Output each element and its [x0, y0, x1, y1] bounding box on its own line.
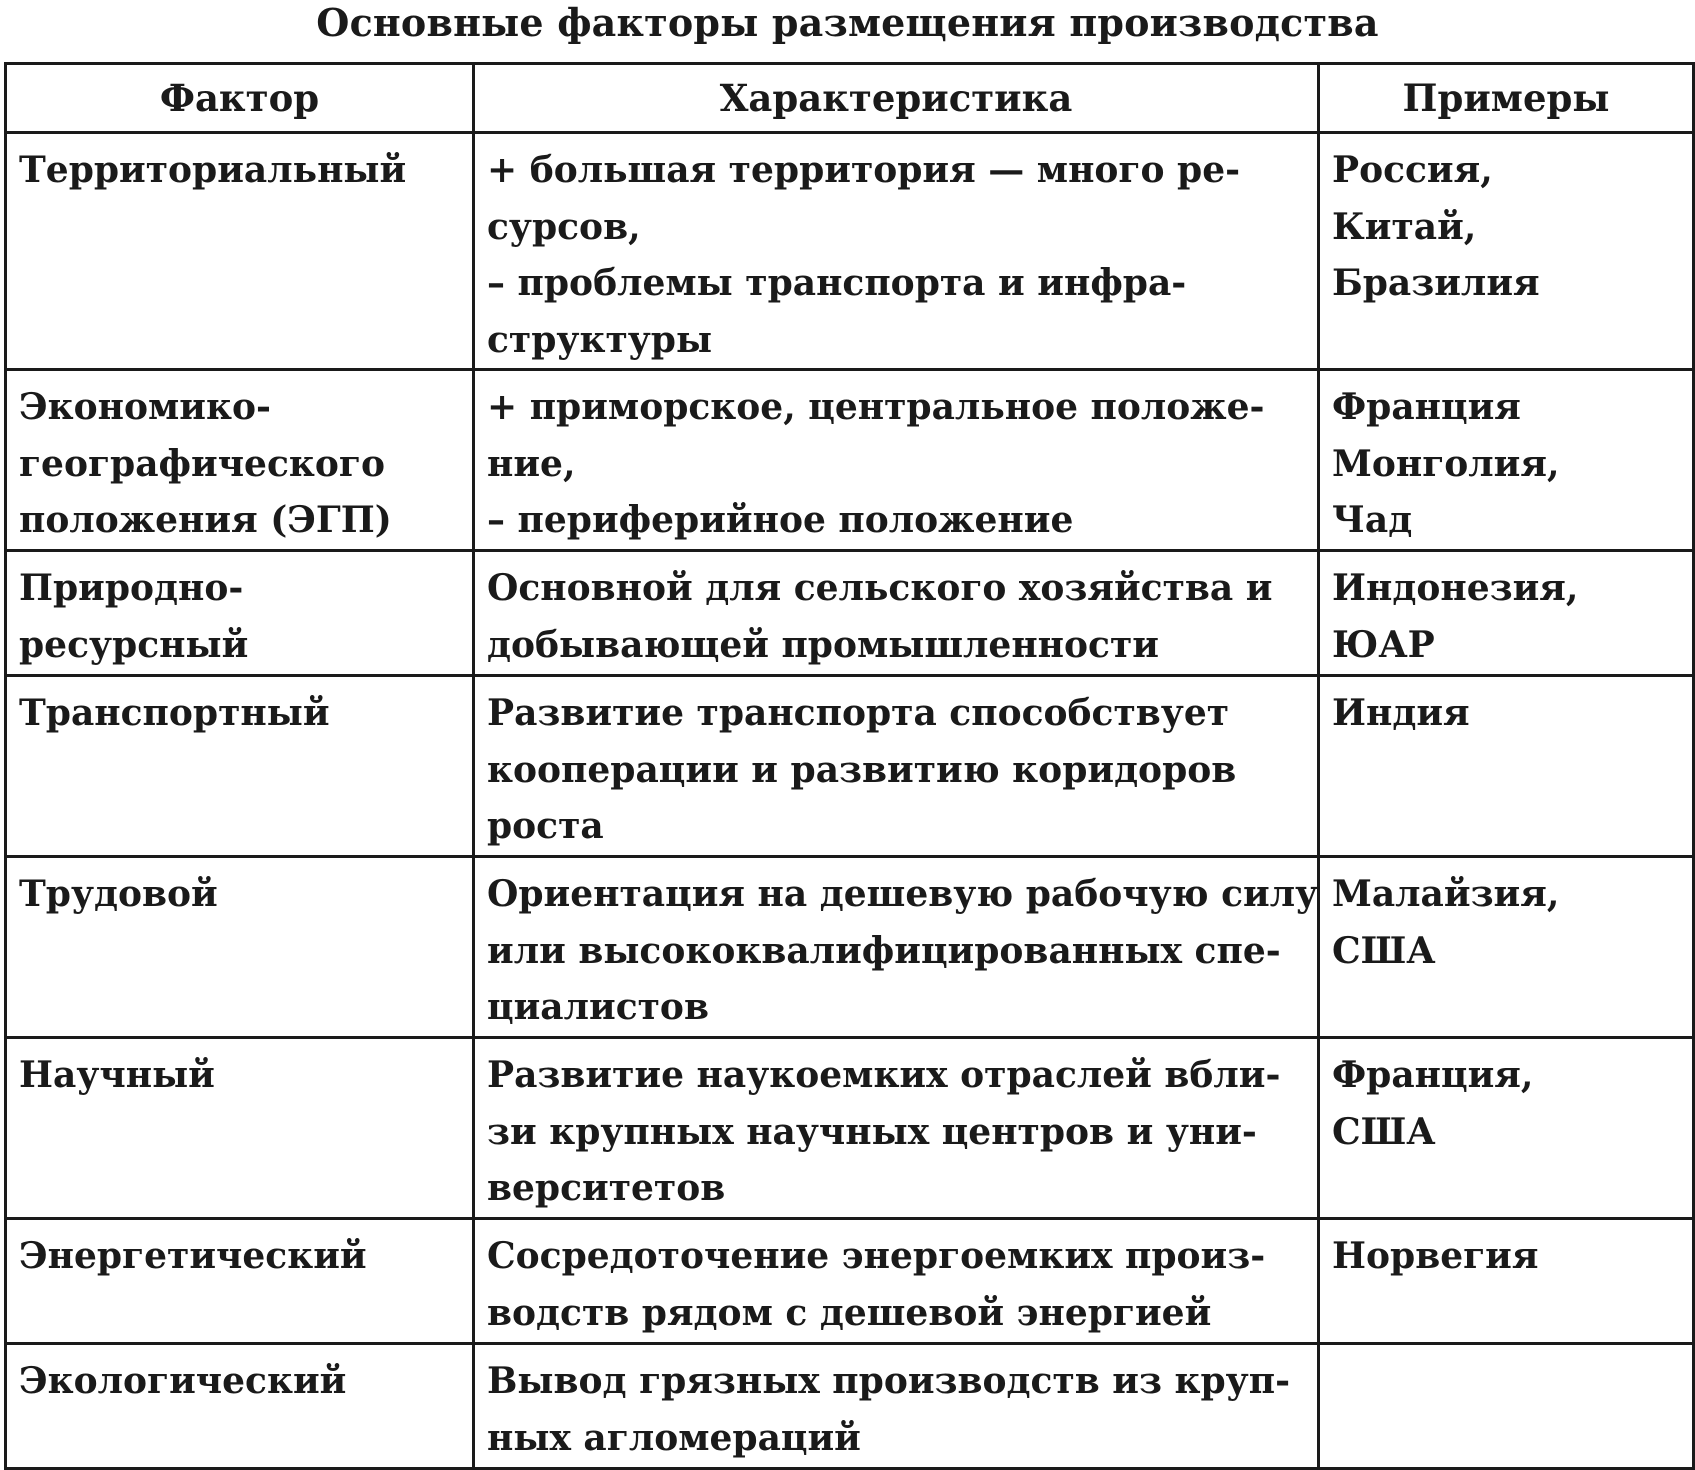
example-text: Малайзия, — [1332, 873, 1560, 915]
table-row — [6, 676, 1694, 857]
factor-text: Природно- — [19, 567, 244, 609]
characteristic-text: или высококвалифицированных спе- — [487, 929, 1281, 972]
characteristic-cell — [474, 551, 1319, 676]
example-text: США — [1332, 929, 1436, 972]
characteristic-text: + большая территория — много ре- — [487, 149, 1241, 191]
table-row — [6, 1219, 1694, 1344]
example-text: Франция — [1332, 386, 1521, 428]
table-header-row — [6, 64, 1694, 133]
characteristic-text: – периферийное положение — [487, 499, 1074, 541]
examples-cell — [1319, 370, 1694, 551]
example-text: Индия — [1332, 692, 1470, 734]
characteristic-text: сурсов, — [487, 205, 641, 248]
example-text: Китай, — [1332, 205, 1477, 248]
characteristic-text: ных агломераций — [487, 1416, 861, 1459]
characteristic-cell — [474, 133, 1319, 370]
header-factor: Фактор — [6, 64, 474, 133]
example-text: Бразилия — [1332, 262, 1540, 304]
table-row — [6, 857, 1694, 1038]
characteristic-cell — [474, 370, 1319, 551]
factor-text: Экономико- — [19, 386, 271, 428]
factor-text: географического — [19, 442, 385, 485]
characteristic-text: зи крупных научных центров и уни- — [487, 1110, 1257, 1153]
factor-text: Трудовой — [19, 873, 218, 915]
factor-text: Экологический — [19, 1360, 347, 1402]
table-row — [6, 551, 1694, 676]
examples-cell — [1319, 133, 1694, 370]
table-row — [6, 133, 1694, 370]
factor-text: ресурсный — [19, 623, 249, 666]
factor-cell — [6, 857, 474, 1038]
factor-cell — [6, 1038, 474, 1219]
characteristic-text: циалистов — [487, 986, 709, 1028]
characteristic-text: + приморское, центральное положе- — [487, 386, 1265, 428]
characteristic-text: Ориентация на дешевую рабочую силу — [487, 873, 1319, 915]
examples-cell — [1319, 1344, 1694, 1469]
factor-cell — [6, 1219, 474, 1344]
characteristic-cell — [474, 857, 1319, 1038]
characteristic-text: Основной для сельского хозяйства и — [487, 567, 1273, 609]
example-text: ЮАР — [1332, 623, 1435, 666]
characteristic-text: роста — [487, 805, 604, 847]
example-text: Норвегия — [1332, 1235, 1539, 1277]
factor-cell — [6, 676, 474, 857]
header-characteristic: Характеристика — [474, 64, 1319, 133]
factor-text: Транспортный — [19, 692, 330, 734]
characteristic-text: верситетов — [487, 1167, 726, 1209]
example-text: США — [1332, 1110, 1436, 1153]
characteristic-text: добывающей промышленности — [487, 623, 1159, 666]
header-examples: Примеры — [1319, 64, 1694, 133]
factor-text: Энергетический — [19, 1235, 367, 1277]
characteristic-cell — [474, 676, 1319, 857]
characteristic-text: ние, — [487, 442, 576, 485]
factor-text: Научный — [19, 1054, 215, 1096]
page-title: Основные факторы размещения производства — [316, 0, 1379, 45]
characteristic-cell — [474, 1219, 1319, 1344]
factor-cell — [6, 133, 474, 370]
table-row — [6, 1038, 1694, 1219]
characteristic-text: Развитие транспорта способствует — [487, 692, 1230, 734]
example-text: Чад — [1332, 499, 1413, 541]
characteristic-text: – проблемы транспорта и инфра- — [487, 262, 1187, 304]
characteristic-cell — [474, 1038, 1319, 1219]
characteristic-cell — [474, 1344, 1319, 1469]
example-text: Франция, — [1332, 1054, 1534, 1096]
factor-cell — [6, 370, 474, 551]
characteristic-text: Вывод грязных производств из круп- — [487, 1360, 1291, 1402]
characteristic-text: Развитие наукоемких отраслей вбли- — [487, 1054, 1281, 1096]
example-text: Индонезия, — [1332, 567, 1579, 609]
example-text: Монголия, — [1332, 442, 1560, 485]
characteristic-text: кооперации и развитию коридоров — [487, 748, 1237, 791]
examples-cell — [1319, 551, 1694, 676]
examples-cell — [1319, 1219, 1694, 1344]
table-row — [6, 1344, 1694, 1469]
characteristic-text: водств рядом с дешевой энергией — [487, 1291, 1212, 1334]
examples-cell — [1319, 1038, 1694, 1219]
factor-cell — [6, 1344, 474, 1469]
factor-text: Территориальный — [19, 149, 407, 191]
examples-cell — [1319, 857, 1694, 1038]
factor-cell — [6, 551, 474, 676]
examples-cell — [1319, 676, 1694, 857]
characteristic-text: Сосредоточение энергоемких произ- — [487, 1235, 1266, 1277]
factors-table — [4, 62, 1695, 1470]
table-row — [6, 370, 1694, 551]
example-text: Россия, — [1332, 149, 1493, 191]
factor-text: положения (ЭГП) — [19, 499, 392, 541]
characteristic-text: структуры — [487, 318, 713, 361]
